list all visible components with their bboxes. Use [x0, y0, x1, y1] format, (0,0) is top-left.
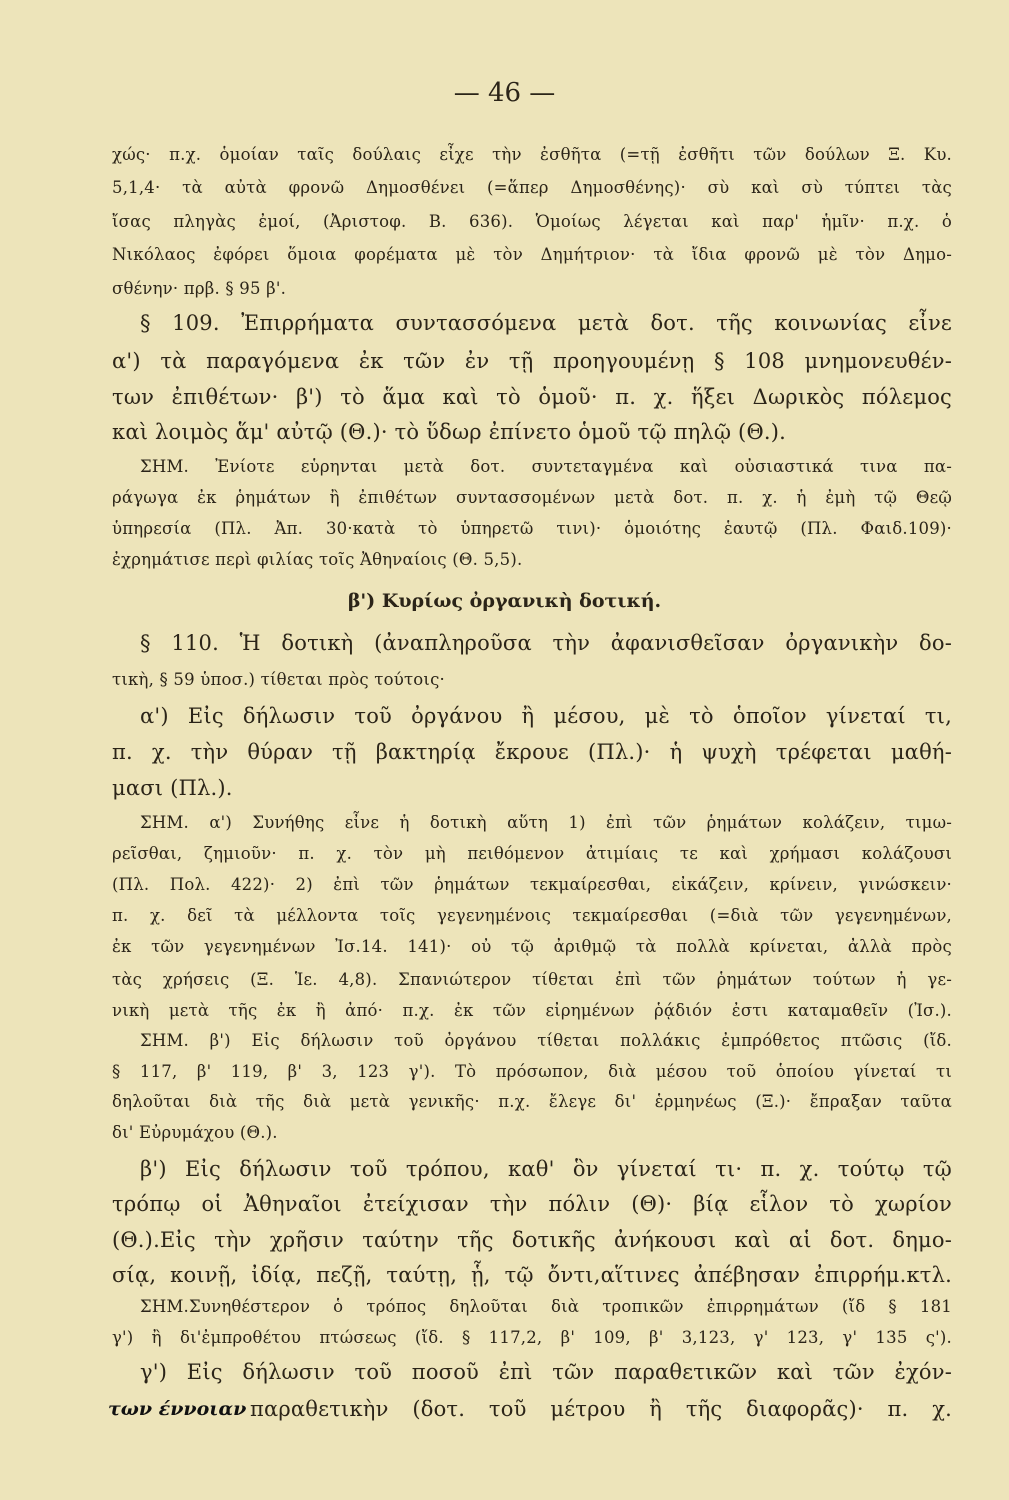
page-number: — 46 —	[453, 78, 556, 108]
text-line: μασι (Πλ.).	[112, 776, 233, 800]
text-line: § 117, β' 119, β' 3, 123 γ'). Τὸ πρόσωπον, διὰ μέσου τοῦ ὁποίου γίνεταί τι	[112, 1062, 952, 1081]
text-line: ἴσας πληγὰς ἐμοί, (Ἀριστοφ. Β. 636). Ὁμοίως λέγεται καὶ παρ' ἡμῖν· π.χ. ὁ	[112, 212, 952, 231]
text-line: § 110. Ἡ δοτικὴ (ἀναπληροῦσα τὴν ἀφανισθεῖσαν ὀργανικὴν δο-	[140, 631, 952, 655]
text-line: ρεῖσθαι, ζημιοῦν· π. χ. τὸν μὴ πειθόμενον ἀτιμίαις τε καὶ χρήμασι κολάζουσι	[112, 844, 952, 863]
text-line: σίᾳ, κοινῇ, ἰδίᾳ, πεζῇ, ταύτῃ, ᾗ, τῷ ὄντι,αἵτινες ἀπέβησαν ἐπιρρήμ.κτλ.	[112, 1263, 952, 1287]
text-line: τικὴ, § 59 ὑποσ.) τίθεται πρὸς τούτοις·	[112, 670, 445, 689]
text-line: ΣΗΜ.Συνηθέστερον ὁ τρόπος δηλοῦται διὰ τροπικῶν ἐπιρρημάτων (ἴδ § 181	[140, 1297, 952, 1316]
text-line: γ') ἢ δι'ἐμπροθέτου πτώσεως (ἴδ. § 117,2, β' 109, β' 3,123, γ' 123, γ' 135 ς').	[112, 1328, 952, 1347]
text-line: π. χ. τὴν θύραν τῇ βακτηρίᾳ ἔκρουε (Πλ.)· ἡ ψυχὴ τρέφεται μαθή-	[112, 740, 952, 764]
text-line: ἐχρημάτισε περὶ φιλίας τοῖς Ἀθηναίοις (Θ. 5,5).	[112, 550, 523, 569]
section-heading: β') Κυρίως ὀργανικὴ δοτική.	[347, 590, 662, 612]
text-line: τὰς χρήσεις (Ξ. Ἱε. 4,8). Σπανιώτερον τίθεται ἐπὶ τῶν ῥημάτων τούτων ἡ γε-	[112, 970, 952, 989]
text-line: β') Εἰς δήλωσιν τοῦ τρόπου, καθ' ὃν γίνεταί τι· π. χ. τούτῳ τῷ	[140, 1157, 952, 1181]
text-line: (Θ.).Εἰς τὴν χρῆσιν ταύτην τῆς δοτικῆς ἀνήκουσι καὶ αἱ δοτ. δημο-	[112, 1228, 952, 1252]
text-line: χώς· π.χ. ὁμοίαν ταῖς δούλαις εἶχε τὴν ἐσθῆτα (=τῇ ἐσθῆτι τῶν δούλων Ξ. Κυ.	[112, 145, 952, 164]
text-line: δηλοῦται διὰ τῆς διὰ μετὰ γενικῆς· π.χ. ἔλεγε δι' ἑρμηνέως (Ξ.)· ἔπραξαν ταῦτα	[112, 1092, 952, 1111]
text-line: (Πλ. Πολ. 422)· 2) ἐπὶ τῶν ῥημάτων τεκμαίρεσθαι, εἰκάζειν, κρίνειν, γινώσκειν·	[112, 875, 952, 894]
text-line: ἐκ τῶν γεγενημένων Ἰσ.14. 141)· οὐ τῷ ἀριθμῷ τὰ πολλὰ κρίνεται, ἀλλὰ πρὸς	[112, 937, 952, 956]
text-line: § 109. Ἐπιρρήματα συντασσόμενα μετὰ δοτ. τῆς κοινωνίας εἶνε	[140, 311, 952, 335]
text-line: των ἐπιθέτων· β') τὸ ἅμα καὶ τὸ ὁμοῦ· π. χ. ἥξει Δωρικὸς πόλεμος	[112, 385, 952, 409]
text-line: καὶ λοιμὸς ἅμ' αὐτῷ (Θ.)· τὸ ὕδωρ ἐπίνετο ὁμοῦ τῷ πηλῷ (Θ.).	[112, 420, 787, 444]
text-line: Νικόλαος ἐφόρει ὅμοια φορέματα μὲ τὸν Δημήτριον· τὰ ἴδια φρονῶ μὲ τὸν Δημο-	[112, 245, 952, 264]
text-line: ράγωγα ἐκ ῥημάτων ἢ ἐπιθέτων συντασσομένων μετὰ δοτ. π. χ. ἡ ἐμὴ τῷ Θεῷ	[112, 488, 952, 507]
text-line: γ') Εἰς δήλωσιν τοῦ ποσοῦ ἐπὶ τῶν παραθετικῶν καὶ τῶν ἐχόν-	[140, 1360, 952, 1384]
text-line: π. χ. δεῖ τὰ μέλλοντα τοῖς γεγενημένοις τεκμαίρεσθαι (=διὰ τῶν γεγενημένων,	[112, 906, 952, 925]
text-line: ΣΗΜ. α') Συνήθης εἶνε ἡ δοτικὴ αὕτη 1) ἐπὶ τῶν ῥημάτων κολάζειν, τιμω-	[140, 813, 952, 832]
text-line: δι' Εὐρυμάχου (Θ.).	[112, 1123, 278, 1142]
text-line: ΣΗΜ. β') Εἰς δήλωσιν τοῦ ὀργάνου τίθεται πολλάκις ἐμπρόθετος πτῶσις (ἴδ.	[140, 1031, 952, 1050]
text-line: α') τὰ παραγόμενα ἐκ τῶν ἐν τῇ προηγουμένῃ § 108 μνημονευθέν-	[112, 349, 952, 373]
text-line: νικὴ μετὰ τῆς ἐκ ἢ ἀπό· π.χ. ἐκ τῶν εἰρημένων ῥᾴδιόν ἐστι καταμαθεῖν (Ἰσ.).	[112, 1001, 952, 1020]
text-line: σθένην· πρβ. § 95 β'.	[112, 279, 287, 298]
text-line: α') Εἰς δήλωσιν τοῦ ὀργάνου ἢ μέσου, μὲ τὸ ὁποῖον γίνεταί τι,	[140, 704, 952, 728]
text-line: παραθετικὴν (δοτ. τοῦ μέτρου ἢ τῆς διαφορᾶς)· π. χ.	[250, 1397, 952, 1421]
text-line: ΣΗΜ. Ἐνίοτε εὑρηνται μετὰ δοτ. συντεταγμένα καὶ οὐσιαστικά τινα πα-	[140, 457, 952, 476]
text-line: ὑπηρεσία (Πλ. Ἀπ. 30·κατὰ τὸ ὑπηρετῶ τινι)· ὁμοιότης ἑαυτῷ (Πλ. Φαιδ.109)·	[112, 519, 952, 538]
text-line: 5,1,4· τὰ αὐτὰ φρονῶ Δημοσθένει (=ἅπερ Δημοσθένης)· σὺ καὶ σὺ τύπτει τὰς	[112, 178, 952, 197]
handwritten-note: των έννοιαν	[108, 1398, 247, 1420]
text-line: τρόπῳ οἱ Ἀθηναῖοι ἐτείχισαν τὴν πόλιν (Θ)· βίᾳ εἷλον τὸ χωρίον	[112, 1192, 952, 1216]
